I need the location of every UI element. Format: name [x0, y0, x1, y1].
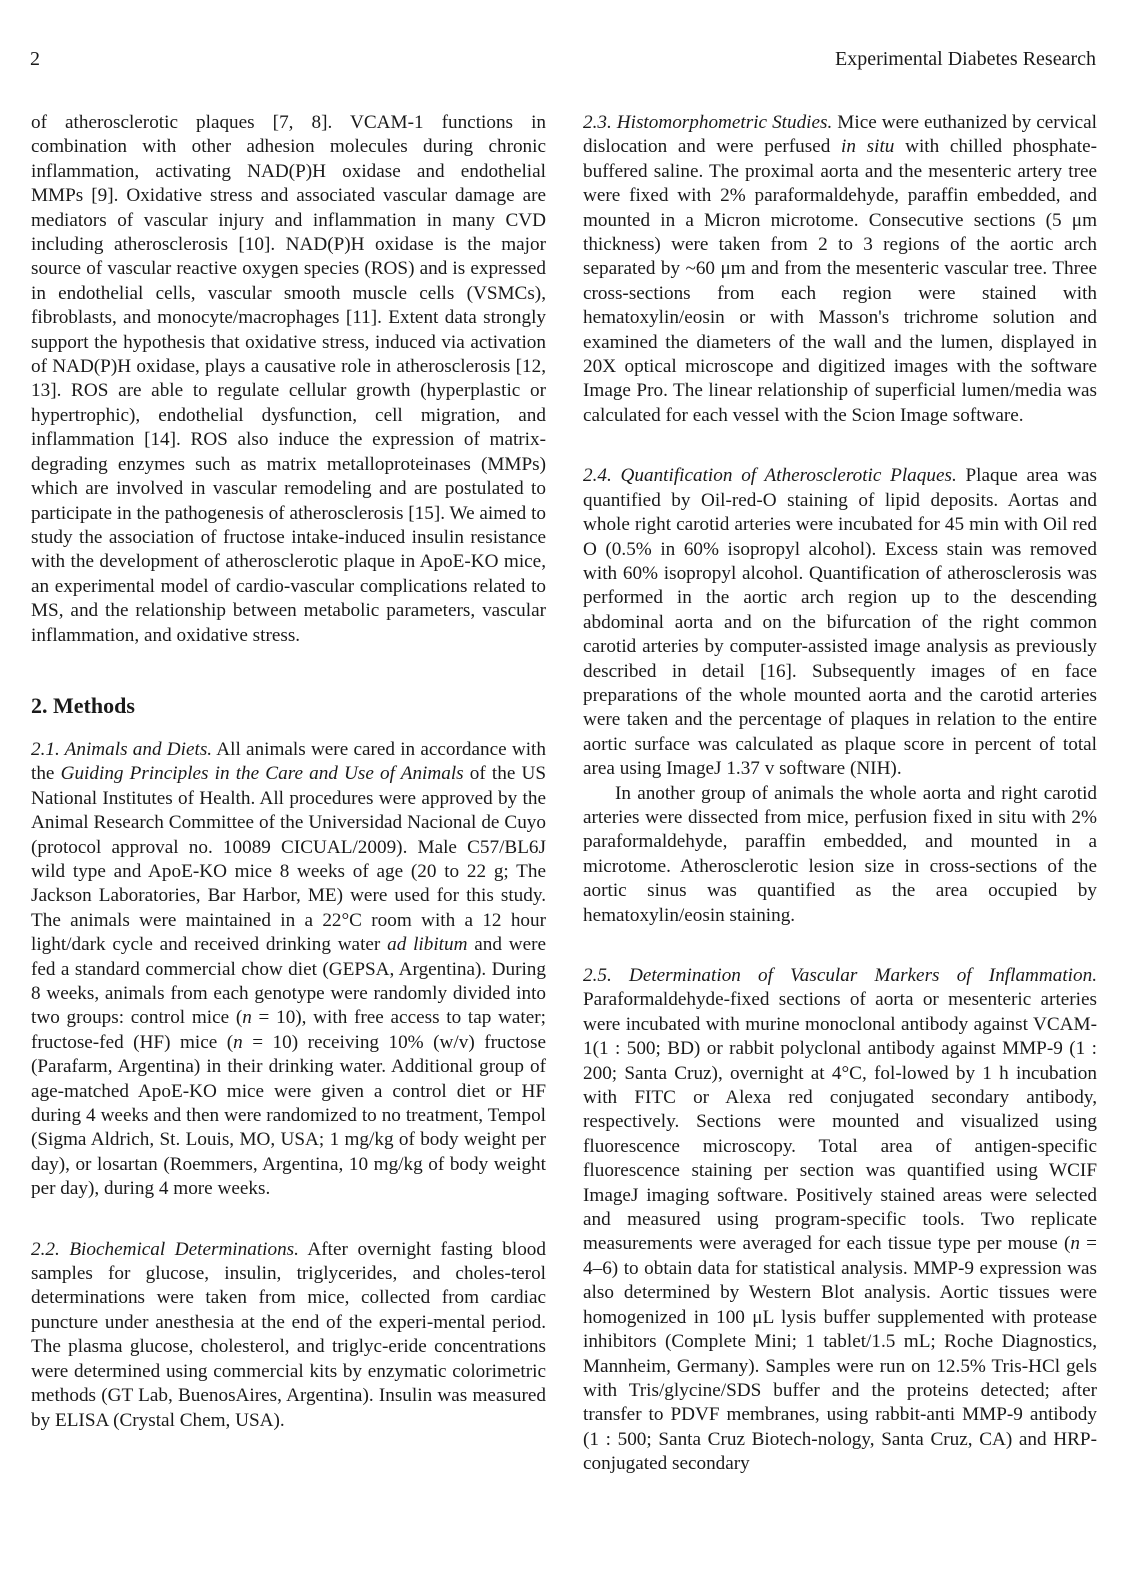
subsection-title-plaques: 2.4. Quantification of Atherosclerotic Plaques.	[583, 465, 957, 487]
paragraph-plaque-cross-sections: In another group of animals the whole aorta and right carotid arteries were dissected from mice, perfusion fixed in situ with 2% paraformaldehyde, paraffin embedded, and mounted in a microtome. Atherosclerotic lesion size in cross-sections of the aortic sinus was quantified as the area occupied by hematoxylin/eosin staining.	[583, 782, 1097, 926]
page-number: 2	[30, 48, 40, 70]
paragraph-histomorphometric: 2.3. Histomorphometric Studies. Mice were euthanized by cervical dislocation and were perfused in situ with chilled phosphate-buffered saline. The proximal aorta and the mesenteric artery tree were fixed with 2% paraformaldehyde, paraffin embedded, and mounted in a Micron microtome. Consecutive sections (5 μm thickness) were taken from 2 to 3 regions of the aortic arch separated by ~60 μm and from the mesenteric vascular tree. Three cross-sections from each region were stained with hematoxylin/eosin or with Masson's trichrome solution and examined the diameters of the wall and the lumen, displayed in 20X optical microscope and digitized images with the software Image Pro. The linear relationship of superficial lumen/media was calculated for each vessel with the Scion Image software.	[583, 112, 1098, 426]
paragraph-animals-diets: 2.1. Animals and Diets. All animals were cared in accordance with the Guiding Principles in the Care and Use of Animals of the US National Institutes of Health. All procedures were approved by the Animal Research Committee of the Universidad Nacional de Cuyo (protocol approval no. 10089 CICUAL/2009). Male C57/BL6J wild type and ApoE-KO mice 8 weeks of age (20 to 22 g; The Jackson Laboratories, Bar Harbor, ME) were used for this study. The animals were maintained in a 22°C room with a 12 hour light/dark cycle and received drinking water ad libitum and were fed a standard commercial chow diet (GEPSA, Argentina). During 8 weeks, animals from each genotype were randomly divided into two groups: control mice (n = 10), with free access to tap water; fructose-fed (HF) mice (n = 10) receiving 10% (w/v) fructose (Parafarm, Argentina) in their drinking water. Additional group of age-matched ApoE-KO mice were given a control diet or HF during 4 weeks and then were randomized to no treatment, Tempol (Sigma Aldrich, St. Louis, MO, USA; 1 mg/kg of body weight per day), or losartan (Roemmers, Argentina, 10 mg/kg of body weight per day), during 4 more weeks.	[31, 738, 547, 1200]
left-column	[31, 111, 546, 1433]
subsection-title-biochemical: 2.2. Biochemical Determinations.	[31, 1238, 299, 1260]
subsection-title-histomorphometric: 2.3. Histomorphometric Studies.	[583, 112, 833, 133]
paragraph-inflammation-markers: 2.5. Determination of Vascular Markers of Inflammation. Paraformaldehyde-fixed sections of aorta or mesenteric arteries were incubated with murine monoclonal antibody against VCAM-1(1 : 500; BD) or rabbit polyclonal antibody against MMP-9 (1 : 200; Santa Cruz), overnight at 4°C, fol-lowed by 1 h incubation with FITC or Alexa red conjugated secondary antibody, respectively. Sections were mounted and visualized using fluorescence microscopy. Total area of antigen-specific fluorescence staining per section was quantified using WCIF ImageJ imaging software. Positively stained areas were selected and measured using program-specific tools. Two replicate measurements were averaged for each tissue type per mouse (n = 4–6) to obtain data for statistical analysis. MMP-9 expression was also determined by Western Blot analysis. Aortic tissues were homogenized in 100 μL lysis buffer supplemented with protease inhibitors (Complete Mini; 1 tablet/1.5 mL; Roche Diagnostics, Mannheim, Germany). Samples were run on 12.5% Tris-HCl gels with Tris/glycine/SDS buffer and the proteins detected; after transfer to PDVF membranes, using rabbit-anti MMP-9 antibody (1 : 500; Santa Cruz Biotech-nology, Santa Cruz, CA) and HRP-conjugated secondary	[583, 965, 1097, 1475]
subsection-title-animals: 2.1. Animals and Diets.	[31, 738, 213, 760]
journal-title: Experimental Diabetes Research	[835, 48, 1096, 70]
intro-paragraph: of atherosclerotic plaques [7, 8]. VCAM-1 functions in combination with other adhesion molecules during chronic inflammation, activating NAD(P)H oxidase and endothelial MMPs [9]. Oxidative stress and associated vascular damage are mediators of vascular injury and inflammation in many CVD including atherosclerosis [10]. NAD(P)H oxidase is the major source of vascular reactive oxygen species (ROS) and is expressed in endothelial cells, vascular smooth muscle cells (VSMCs), fibroblasts, and monocyte/macrophages [11]. Extent data strongly support the hypothesis that oxidative stress, induced via activation of NAD(P)H oxidase, plays a causative role in atherosclerosis [12, 13]. ROS are able to regulate cellular growth (hyperplastic or hypertrophic), endothelial dysfunction, cell migration, and inflammation [14]. ROS also induce the expression of matrix-degrading enzymes such as matrix metalloproteinases (MMPs) which are involved in vascular remodeling and are postulated to participate in the pathogenesis of atherosclerosis [15]. We aimed to study the association of fructose intake-induced insulin resistance with the development of atherosclerotic plaque in ApoE-KO mice, an experimental model of cardio-vascular complications related to MS, and the relationship between metabolic parameters, vascular inflammation, and oxidative stress.	[31, 112, 546, 646]
paragraph-biochemical: 2.2. Biochemical Determinations. After overnight fasting blood samples for glucose, insulin, triglycerides, and choles-terol determinations were taken from mice, collected from cardiac puncture under anesthesia at the end of the experi-mental period. The plasma glucose, cholesterol, and triglyc-eride concentrations were determined using commercial kits by enzymatic colorimetric methods (GT Lab, BuenosAires, Argentina). Insulin was measured by ELISA (Crystal Chem, USA).	[31, 1238, 546, 1431]
right-column	[583, 111, 1097, 1477]
guiding-principles-title: Guiding Principles in the Care and Use of Animals	[60, 763, 464, 785]
subsection-title-inflammation: 2.5. Determination of Vascular Markers of Inflammation.	[583, 965, 1097, 986]
section-title-methods: 2. Methods	[31, 692, 135, 718]
paragraph-plaque-quantification: 2.4. Quantification of Atherosclerotic Plaques. Plaque area was quantified by Oil-red-O staining of lipid deposits. Aortas and whole right carotid arteries were incubated for 45 min with Oil red O (0.5% in 60% isopropyl alcohol). Excess stain was removed with 60% isopropyl alcohol. Quantification of atherosclerosis was performed in the aortic arch region up to the descending abdominal aorta and on the bifurcation of the right common carotid arteries by computer-assisted image analysis as previously described in detail [16]. Subsequently images of en face preparations of the whole mounted aorta and the carotid arteries were taken and the percentage of plaques in relation to the entire aortic surface was calculated as plaque score in percent of total area using ImageJ 1.37 v software (NIH).	[583, 465, 1097, 780]
